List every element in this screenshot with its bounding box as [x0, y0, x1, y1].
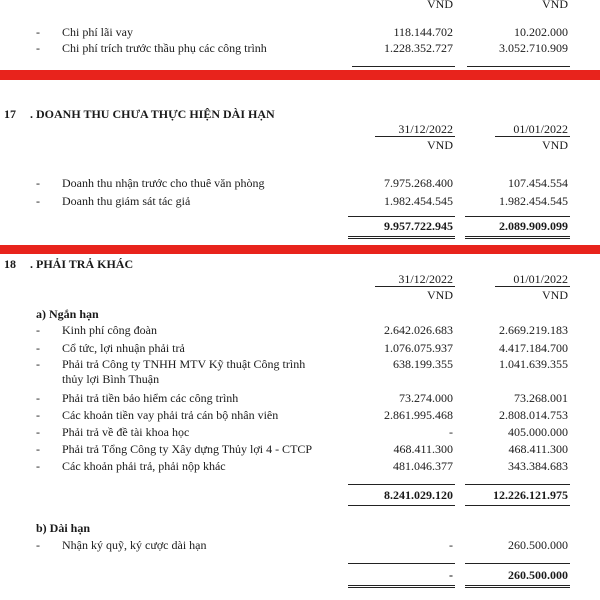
s18-a-row-label-3: Phải trả tiền bảo hiểm các công trình [62, 391, 239, 405]
s17-row-label-1: Doanh thu giám sát tác giả [62, 194, 191, 208]
s18-a-total-topline-col2 [465, 484, 570, 485]
s18-date-col2: 01/01/2022 [513, 272, 568, 286]
top-total-line-col1 [352, 66, 455, 67]
s18-a-row-label-6: Phải trả Tổng Công ty Xây dựng Thủy lợi 4 - CTCP [62, 442, 313, 456]
s18-a-row-v2-7: 343.384.683 [508, 459, 568, 473]
top-row-label-0: Chi phí lãi vay [62, 25, 133, 39]
s18-a-total-bottomline-col2 [465, 505, 570, 506]
s18-subsection-a-title: a) Ngắn hạn [36, 307, 99, 321]
s17-total-dbl2-col1 [348, 238, 455, 239]
s18-a-row-v2-2: 1.041.639.355 [499, 357, 568, 371]
s18-a-row-v1-3: 73.274.000 [399, 391, 453, 405]
top-unit-col1: VND [427, 0, 453, 11]
s17-total-col2: 2.089.909.099 [499, 219, 568, 233]
row-dash: - [36, 357, 40, 371]
top-row-v2-1: 3.052.710.909 [499, 41, 568, 55]
row-dash: - [36, 538, 40, 552]
top-row-v1-1: 1.228.352.727 [384, 41, 453, 55]
s17-date-col2: 01/01/2022 [513, 122, 568, 136]
s18-b-row-v1-0: - [449, 538, 453, 552]
s18-a-row-label-5: Phải trả về đề tài khoa học [62, 425, 190, 439]
s18-b-total-dbl1-col1 [348, 585, 455, 586]
s18-a-row-label-1: Cổ tức, lợi nhuận phải trả [62, 341, 185, 355]
section-18-number: 18 [4, 257, 16, 271]
s18-b-row-v2-0: 260.500.000 [508, 538, 568, 552]
row-dash: - [36, 459, 40, 473]
section-17-title: . DOANH THU CHƯA THỰC HIỆN DÀI HẠN [30, 107, 275, 121]
s17-total-dbl1-col1 [348, 236, 455, 237]
s18-a-row-v2-1: 4.417.184.700 [499, 341, 568, 355]
s18-a-total-col1: 8.241.029.120 [384, 488, 453, 502]
s17-total-col1: 9.957.722.945 [384, 219, 453, 233]
s18-subsection-b-title: b) Dài hạn [36, 521, 91, 535]
s18-a-row-v2-5: 405.000.000 [508, 425, 568, 439]
s18-b-total-dbl2-col1 [348, 587, 455, 588]
row-dash: - [36, 341, 40, 355]
s18-a-total-col2: 12.226.121.975 [493, 488, 568, 502]
s18-b-row-label-0: Nhận ký quỹ, ký cược dài hạn [62, 538, 207, 552]
s18-a-row-v1-4: 2.861.995.468 [384, 408, 453, 422]
s17-total-topline-col1 [348, 216, 455, 217]
s18-b-total-topline-col1 [348, 563, 455, 564]
s18-b-total-col1: - [449, 568, 453, 582]
s18-a-row-label-2-cont: thủy lợi Bình Thuận [62, 372, 160, 386]
s17-unit-col1: VND [427, 138, 453, 152]
s18-a-row-v2-4: 2.808.014.753 [499, 408, 568, 422]
top-unit-col2: VND [542, 0, 568, 11]
s17-total-topline-col2 [465, 216, 570, 217]
row-dash: - [36, 41, 40, 55]
s18-a-row-v2-3: 73.268.001 [514, 391, 568, 405]
s18-a-row-label-0: Kinh phí công đoàn [62, 323, 157, 337]
top-row-label-1: Chi phí trích trước thầu phụ các công trình [62, 41, 267, 55]
s18-b-total-dbl1-col2 [465, 585, 570, 586]
s17-total-dbl2-col2 [465, 238, 570, 239]
red-separator-bar [0, 245, 600, 254]
s17-row-v1-1: 1.982.454.545 [384, 194, 453, 208]
s17-date-col1: 31/12/2022 [398, 122, 453, 136]
s18-a-row-v1-1: 1.076.075.937 [384, 341, 453, 355]
s18-a-row-v1-7: 481.046.377 [393, 459, 453, 473]
s18-unit-col2: VND [542, 288, 568, 302]
s17-row-v2-1: 1.982.454.545 [499, 194, 568, 208]
s17-row-v2-0: 107.454.554 [508, 176, 568, 190]
s18-header-underline-col1 [375, 286, 455, 287]
section-18-title: . PHẢI TRẢ KHÁC [30, 257, 134, 271]
s17-header-underline-col2 [495, 136, 570, 137]
s18-b-total-dbl2-col2 [465, 587, 570, 588]
s18-date-col1: 31/12/2022 [398, 272, 453, 286]
section-17-number: 17 [4, 107, 16, 121]
s17-row-v1-0: 7.975.268.400 [384, 176, 453, 190]
s18-a-row-v2-6: 468.411.300 [508, 442, 568, 456]
s18-b-total-topline-col2 [465, 563, 570, 564]
s18-header-underline-col2 [495, 286, 570, 287]
row-dash: - [36, 408, 40, 422]
row-dash: - [36, 176, 40, 190]
s17-total-dbl1-col2 [465, 236, 570, 237]
s18-a-row-v2-0: 2.669.219.183 [499, 323, 568, 337]
s18-a-row-v1-6: 468.411.300 [393, 442, 453, 456]
s18-a-total-topline-col1 [348, 484, 455, 485]
s18-a-row-label-2: Phải trả Công ty TNHH MTV Kỹ thuật Công trình [62, 357, 306, 371]
s18-a-row-v1-0: 2.642.026.683 [384, 323, 453, 337]
row-dash: - [36, 425, 40, 439]
s17-unit-col2: VND [542, 138, 568, 152]
s18-a-row-v1-2: 638.199.355 [393, 357, 453, 371]
s18-a-row-label-4: Các khoản tiền vay phải trả cán bộ nhân viên [62, 408, 279, 422]
red-separator-bar [0, 70, 600, 80]
row-dash: - [36, 25, 40, 39]
top-row-v2-0: 10.202.000 [514, 25, 568, 39]
s18-a-row-label-7: Các khoản phải trả, phải nộp khác [62, 459, 226, 473]
s18-unit-col1: VND [427, 288, 453, 302]
row-dash: - [36, 442, 40, 456]
s18-a-total-bottomline-col1 [348, 505, 455, 506]
top-row-v1-0: 118.144.702 [393, 25, 453, 39]
top-total-line-col2 [467, 66, 570, 67]
row-dash: - [36, 323, 40, 337]
row-dash: - [36, 391, 40, 405]
row-dash: - [36, 194, 40, 208]
s18-b-total-col2: 260.500.000 [508, 568, 568, 582]
s17-header-underline-col1 [375, 136, 455, 137]
s17-row-label-0: Doanh thu nhận trước cho thuê văn phòng [62, 176, 265, 190]
s18-a-row-v1-5: - [449, 425, 453, 439]
